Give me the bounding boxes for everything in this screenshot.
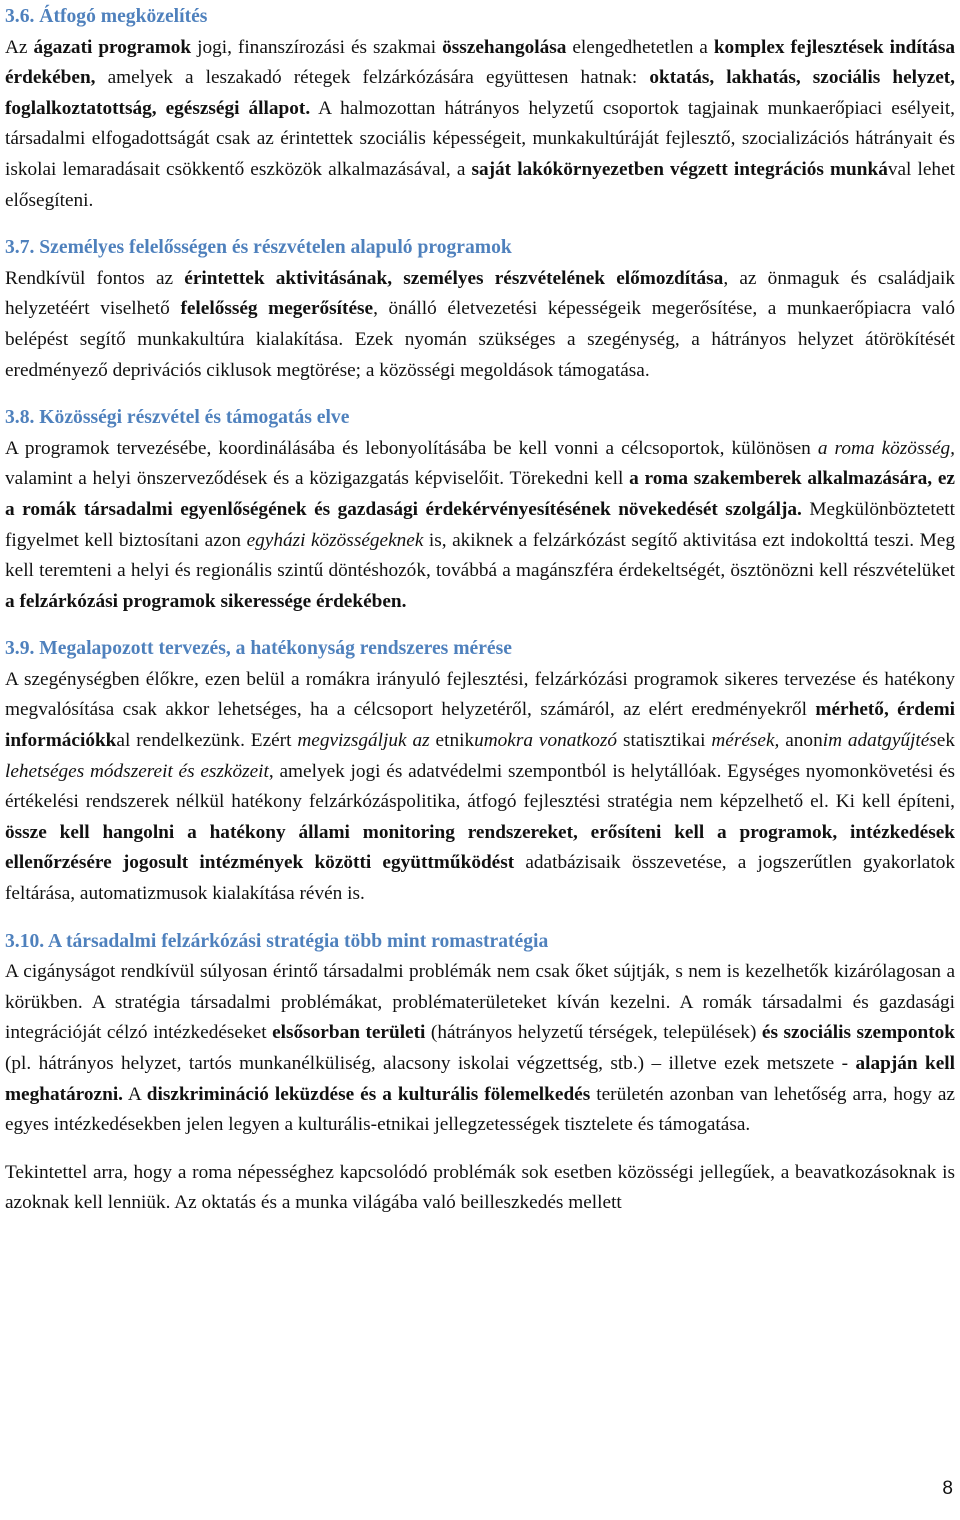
closing-paragraph: [5, 1158, 955, 1219]
bold-text-run: felelősség megerősítése: [180, 298, 374, 320]
text-run: anon: [779, 730, 823, 752]
text-run: Megkülönböztetett figyelmet kell biztosítani azon: [5, 498, 955, 551]
bold-text-run: és szociális szempontok: [761, 1022, 956, 1044]
text-run: jogi, finanszírozási és szakmai: [191, 36, 443, 58]
italic-text-run: egyházi közösségeknek: [246, 529, 424, 551]
text-run: Tekintettel arra, hogy a roma népességhez kapcsolódó problémák sok esetben közösségi jellegűek, a beavatkozásoknak is azoknak kell lenniük. Az oktatás és a munka világába való beilleszkedés mellett: [5, 1161, 955, 1214]
bold-text-run: összehangolása: [442, 36, 567, 58]
section-3-10: [5, 927, 955, 1141]
text-run: A szegénységben élőkre, ezen belül a romákra irányuló fejlesztési, felzárkózási programok sikeres tervezése és hatékony megvalósítása csak akkor lehetséges, ha a célcsoport helyzetéről, számáról, az elért eredményekről: [5, 668, 955, 721]
italic-text-run: lehetséges módszereit és eszközeit: [5, 760, 269, 782]
section-paragraph: [5, 264, 955, 386]
section-paragraph: [5, 665, 955, 910]
section-3-8: [5, 403, 955, 617]
section-paragraph: [5, 33, 955, 217]
bold-text-run: a roma szakemberek alkalmazására, ez a romák társadalmi egyenlőségének és gazdasági érdekérvényesítésének növekedését szolgálja.: [5, 468, 955, 520]
bold-text-run: ágazati programok: [33, 36, 192, 58]
bold-text-run: a felzárkózási programok sikeressége érdekében.: [5, 590, 407, 612]
text-run: valamint a helyi önszerveződések és a közigazgatás képviselőit. Törekedni kell: [5, 468, 630, 490]
text-run: (pl. hátrányos helyzet, tartós munkanélküliség, alacsony iskolai végzettség, stb.) – illetve ezek metszete -: [5, 1053, 856, 1074]
bold-text-run: alapján kell meghatározni.: [5, 1053, 955, 1105]
section-3-7: [5, 233, 955, 386]
italic-text-run: mérések,: [711, 730, 780, 752]
text-run: statisztikai: [617, 730, 712, 752]
text-run: A programok tervezésébe, koordinálásába és lebonyolításába be kell vonni a célcsoportok, különösen: [5, 437, 818, 459]
text-run: , önálló életvezetési képességeik megerősítése, a munkaerőpiacra való belépést segítő munkakultúra kialakítása. Ezek nyomán szükséges a szegénység, a hátrányos helyzet átörökítését eredményező deprivációs ciklusok megtörése; a közösségi megoldások támogatása.: [5, 298, 955, 381]
section-heading: 3.6. Átfogó megközelítés: [5, 6, 208, 27]
text-run: , amelyek jogi és adatvédelmi szempontból is helytállóak. Egységes nyomonkövetési és értékelési rendszerek nélkül hatékony felzárkózáspolitika, átfogó fejlesztési stratégia nem képzelhető el. Ki kell építeni,: [5, 760, 955, 813]
text-run: , az önmaguk és családjaik helyzetéért viselhető: [5, 267, 955, 320]
section-heading: 3.10. A társadalmi felzárkózási stratégia több mint romastratégia: [5, 930, 549, 952]
text-run: elengedhetetlen a: [566, 36, 714, 58]
text-run: val lehet elősegíteni.: [5, 158, 955, 211]
bold-text-run: érintettek aktivitásának, személyes részvételének előmozdítása: [184, 267, 724, 289]
text-run: adatbázisaik összevetése, a jogszerűtlen gyakorlatok feltárása, automatizmusok kialakítása révén is.: [5, 852, 955, 905]
text-run: Rendkívül fontos az: [5, 267, 185, 289]
section-heading: 3.7. Személyes felelősségen és részvételen alapuló programok: [5, 237, 512, 259]
closing-section: [5, 1158, 955, 1219]
text-run: A cigányságot rendkívül súlyosan érintő társadalmi problémák nem csak őket sújtják, s nem is kezelhetők kizárólagosan a körükben. A stratégia társadalmi problémákat, problématerületeket kíván kezelni. A romák társadalmi és gazdasági integrációját célzó intézkedéseket: [5, 961, 955, 1044]
text-run: etnik: [429, 730, 475, 752]
text-run: amelyek a leszakadó rétegek felzárkózására együttesen hatnak:: [95, 67, 650, 89]
bold-text-run: saját lakókörnyezetben végzett integrációs munká: [471, 158, 888, 180]
text-run: (hátrányos helyzetű térségek, települések): [425, 1022, 762, 1044]
text-run: Az: [5, 36, 34, 58]
italic-text-run: umokra vonatkozó: [474, 730, 618, 752]
italic-text-run: megvizsgáljuk az: [297, 730, 430, 752]
text-run: területén azonban van lehetőség arra, hogy az egyes intézkedésekben jelen legyen a kulturális-etnikai jellegzetességek tisztelete és támogatása.: [5, 1083, 955, 1136]
section-heading: 3.8. Közösségi részvétel és támogatás elve: [5, 407, 350, 429]
document-page: [5, 2, 955, 1219]
bold-text-run: komplex fejlesztések indítása érdekében,: [5, 36, 955, 89]
text-run: al rendelkezünk. Ezért: [116, 730, 298, 752]
bold-text-run: össze kell hangolni a hatékony állami monitoring rendszereket, erősíteni kell a programok, intézkedések ellenőrzésére jogosult intézmények közötti együttműködést: [5, 821, 955, 874]
bold-text-run: mérhető, érdemi információkk: [5, 699, 956, 752]
section-3-9: [5, 634, 955, 909]
bold-text-run: diszkrimináció leküzdése és a kulturális fölemelkedés: [146, 1083, 591, 1105]
section-heading: 3.9. Megalapozott tervezés, a hatékonyság rendszeres mérése: [5, 638, 512, 660]
section-3-6: [5, 2, 955, 216]
text-run: ek: [936, 730, 955, 752]
text-run: A: [123, 1083, 147, 1105]
italic-text-run: a roma közösség,: [817, 437, 955, 459]
section-paragraph: [5, 957, 955, 1141]
bold-text-run: oktatás, lakhatás, szociális helyzet, foglalkoztatottság, egészségi állapot.: [5, 67, 955, 119]
bold-text-run: elsősorban területi: [272, 1022, 426, 1044]
section-paragraph: [5, 434, 955, 618]
text-run: A halmozottan hátrányos helyzetű csoportok tagjainak munkaerőpiaci esélyeit, társadalmi elfogadottságát csak az érintettek szociális képességeit, munkakultúráját fejlesztő, szocializációs hátrányait és iskolai lemaradásait csökkentő eszközök alkalmazásával, a: [5, 97, 955, 180]
text-run: is, akiknek a felzárkózást segítő aktivitása ezt indokolttá teszi. Meg kell teremteni a helyi és regionális szintű döntéshozók, továbbá a magánszféra érdekeltségét, ösztönözni kell részvételüket: [5, 529, 955, 582]
page-number: 8: [942, 1478, 953, 1499]
italic-text-run: im adatgyűjtés: [822, 730, 937, 752]
